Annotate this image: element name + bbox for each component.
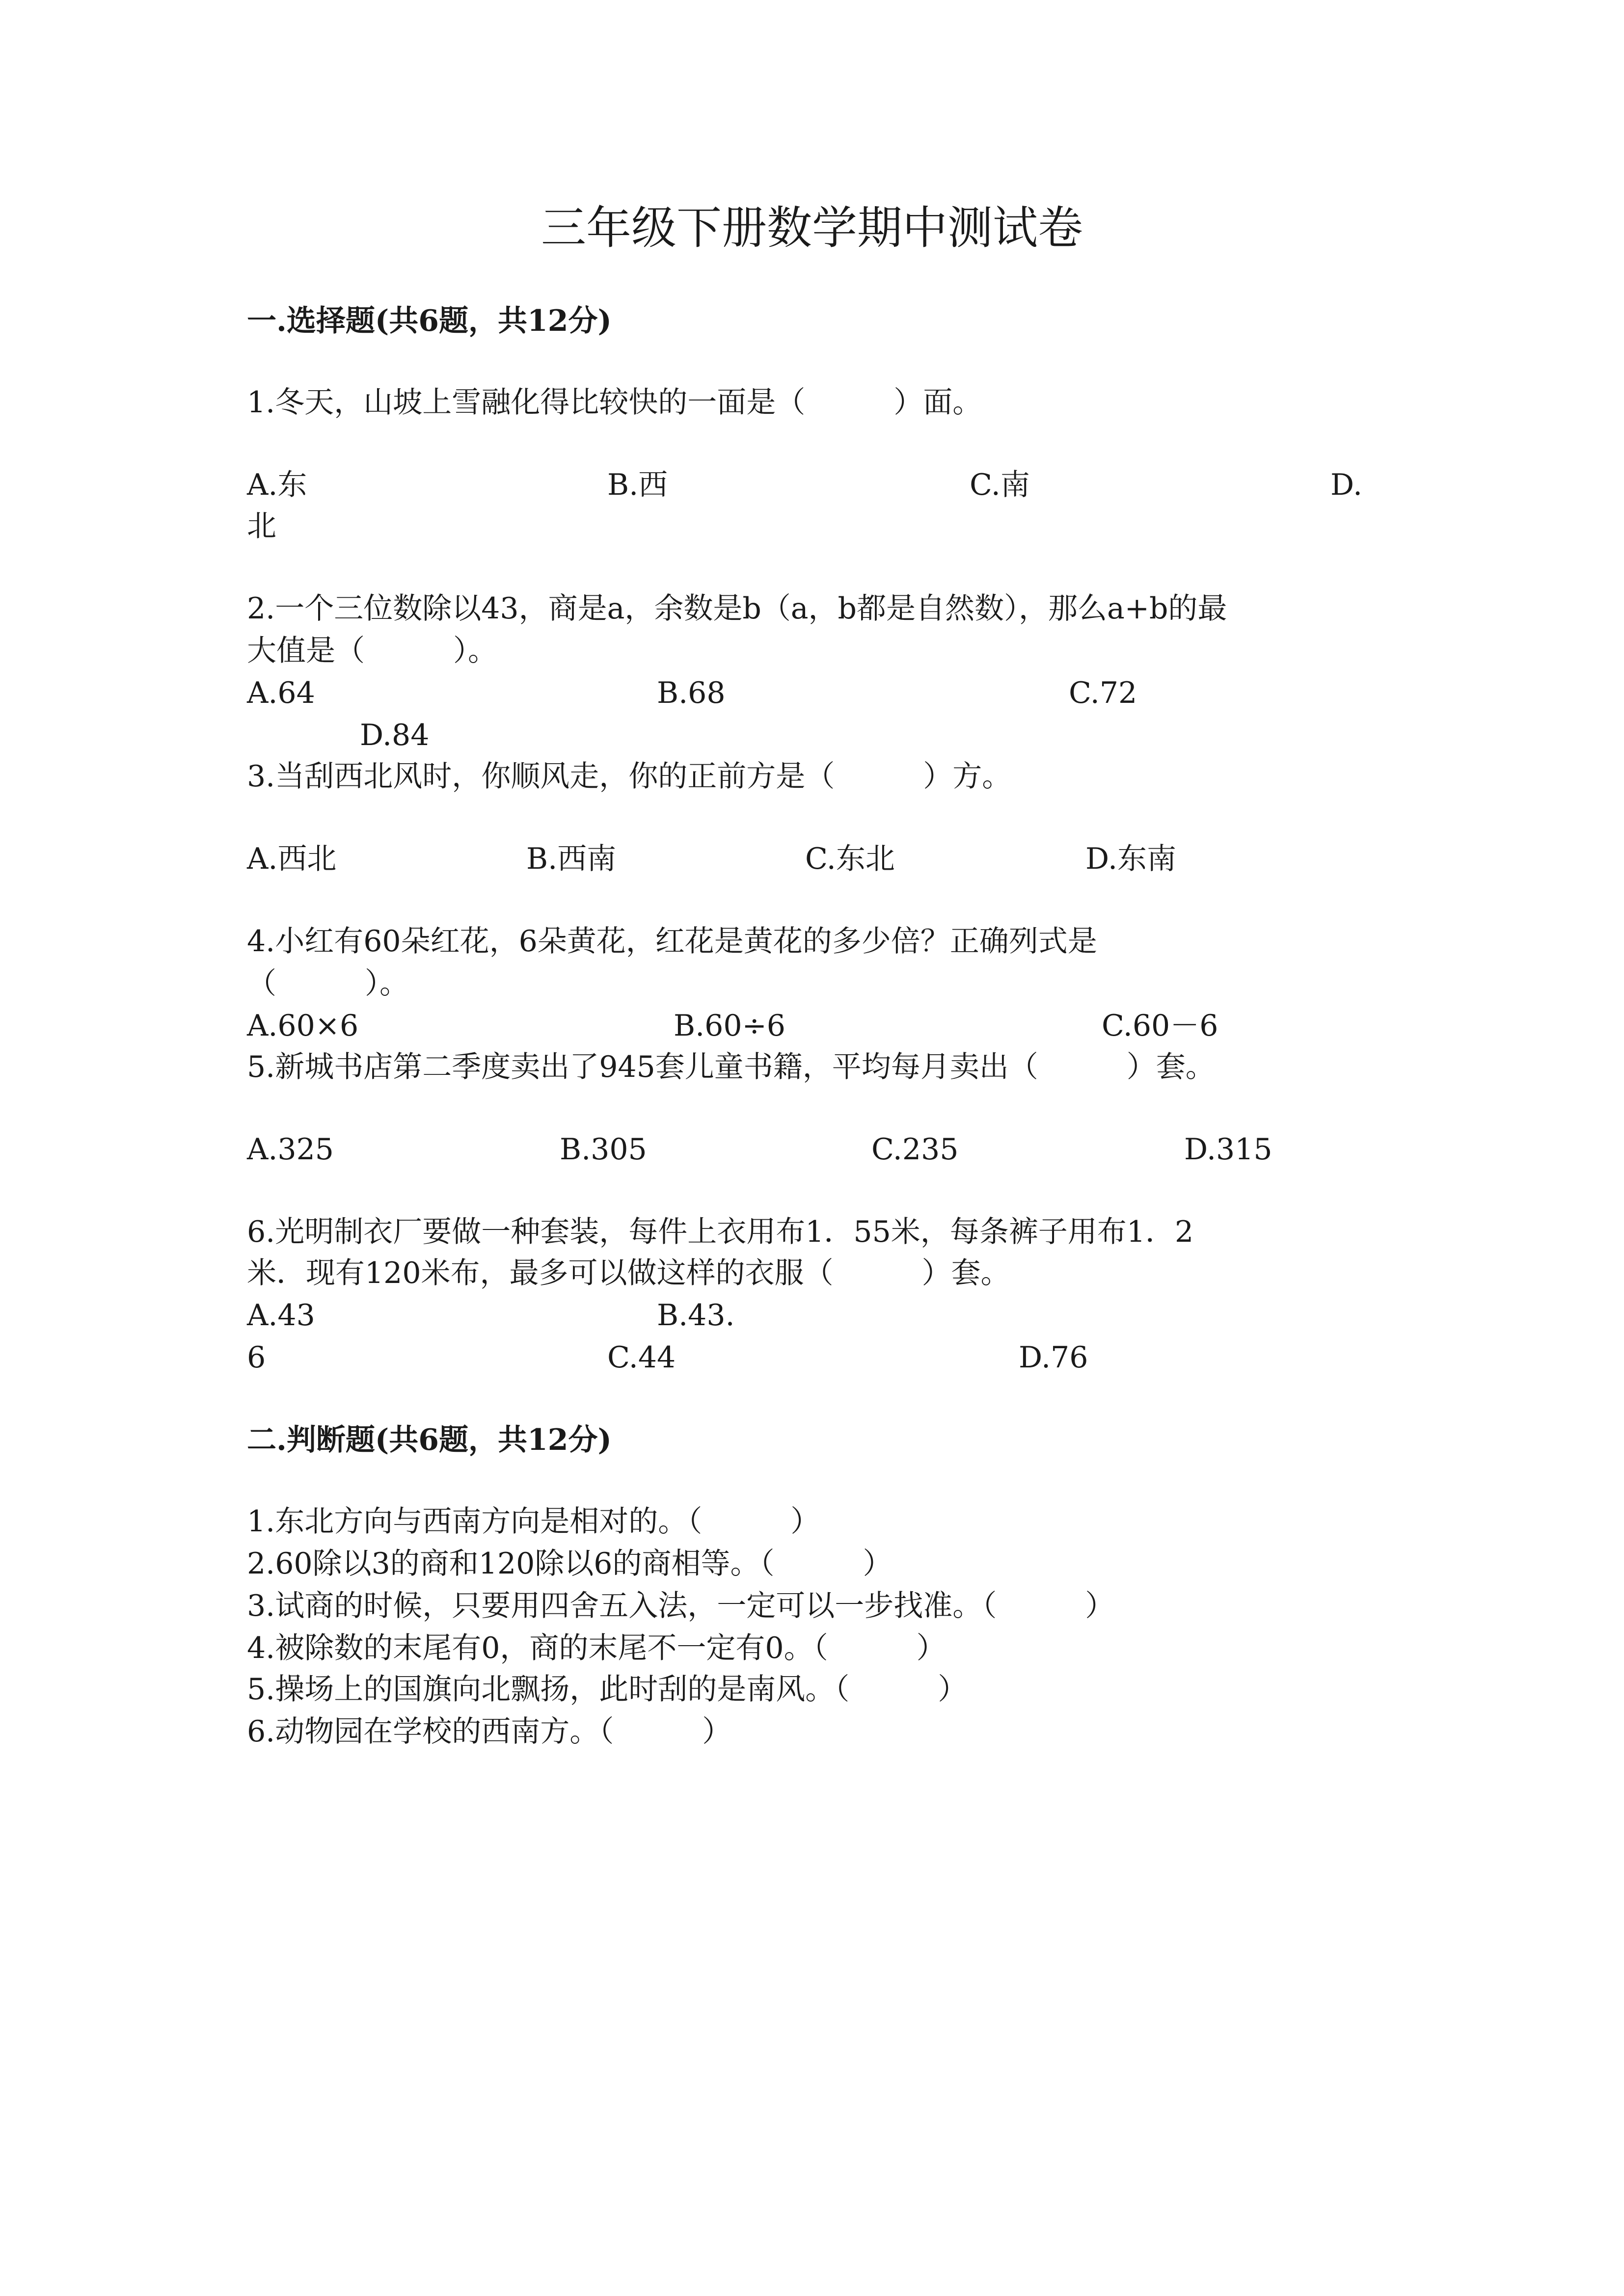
option-d: D.76: [1019, 1340, 1088, 1375]
option-a: A.东: [247, 468, 307, 502]
page-title: 三年级下册数学期中测试卷: [541, 202, 1083, 254]
option-c: C.44: [607, 1340, 676, 1375]
question-4-line1: 4.小红有60朵红花，6朵黄花，红花是黄花的多少倍？正确列式是: [247, 924, 1097, 959]
question-5: 5.新城书店第二季度卖出了945套儿童书籍，平均每月卖出（ ）套。: [247, 1050, 1215, 1084]
option-c: C.72: [1069, 676, 1137, 710]
question-2-line1: 2.一个三位数除以43，商是a，余数是b（a，b都是自然数），那么a+b的最: [247, 591, 1227, 626]
option-a: A.西北: [247, 842, 337, 876]
option-d: D.315: [1184, 1132, 1272, 1167]
question-6-line1: 6.光明制衣厂要做一种套装，每件上衣用布1．55米，每条裤子用布1．2: [247, 1215, 1194, 1249]
option-a: A.60×6: [247, 1009, 359, 1043]
option-c: C.东北: [805, 842, 895, 876]
question-6-line2: 米．现有120米布，最多可以做这样的衣服（ ）套。: [247, 1256, 1010, 1290]
judgment-item-3: 3.试商的时候，只要用四舍五入法，一定可以一步找准。（ ）: [247, 1589, 1115, 1623]
option-d: D.: [1330, 468, 1363, 502]
judgment-item-1: 1.东北方向与西南方向是相对的。（ ）: [247, 1504, 820, 1539]
option-d: D.东南: [1085, 842, 1177, 876]
option-b: B.68: [657, 676, 726, 710]
option-b-wrap: 6: [247, 1340, 266, 1375]
option-a: A.64: [247, 676, 315, 710]
option-d: D.84: [360, 718, 430, 752]
option-b: B.43.: [657, 1298, 735, 1333]
judgment-item-4: 4.被除数的末尾有0，商的末尾不一定有0。（ ）: [247, 1631, 946, 1665]
judgment-item-5: 5.操场上的国旗向北飘扬，此时刮的是南风。（ ）: [247, 1672, 968, 1707]
option-a: A.43: [247, 1298, 315, 1333]
option-a: A.325: [247, 1132, 334, 1167]
question-3: 3.当刮西北风时，你顺风走，你的正前方是（ ）方。: [247, 759, 1012, 794]
question-1: 1.冬天，山坡上雪融化得比较快的一面是（ ）面。: [247, 385, 982, 420]
option-b: B.西南: [526, 842, 617, 876]
question-2-line2: 大值是（ ）。: [247, 634, 497, 668]
judgment-item-2: 2.60除以3的商和120除以6的商相等。（ ）: [247, 1547, 893, 1581]
option-c: C.南: [970, 468, 1030, 502]
option-b: B.西: [607, 468, 668, 502]
section-heading-choice: 一.选择题(共6题，共12分): [247, 304, 612, 338]
option-c: C.235: [871, 1132, 959, 1167]
judgment-item-6: 6.动物园在学校的西南方。（ ）: [247, 1714, 732, 1749]
option-b: B.305: [560, 1132, 647, 1167]
option-d-wrap: 北: [247, 509, 276, 543]
option-b: B.60÷6: [674, 1009, 785, 1043]
option-c: C.60－6: [1102, 1009, 1218, 1043]
section-heading-judgment: 二.判断题(共6题，共12分): [247, 1423, 612, 1457]
question-4-line2: （ ）。: [247, 966, 409, 1001]
